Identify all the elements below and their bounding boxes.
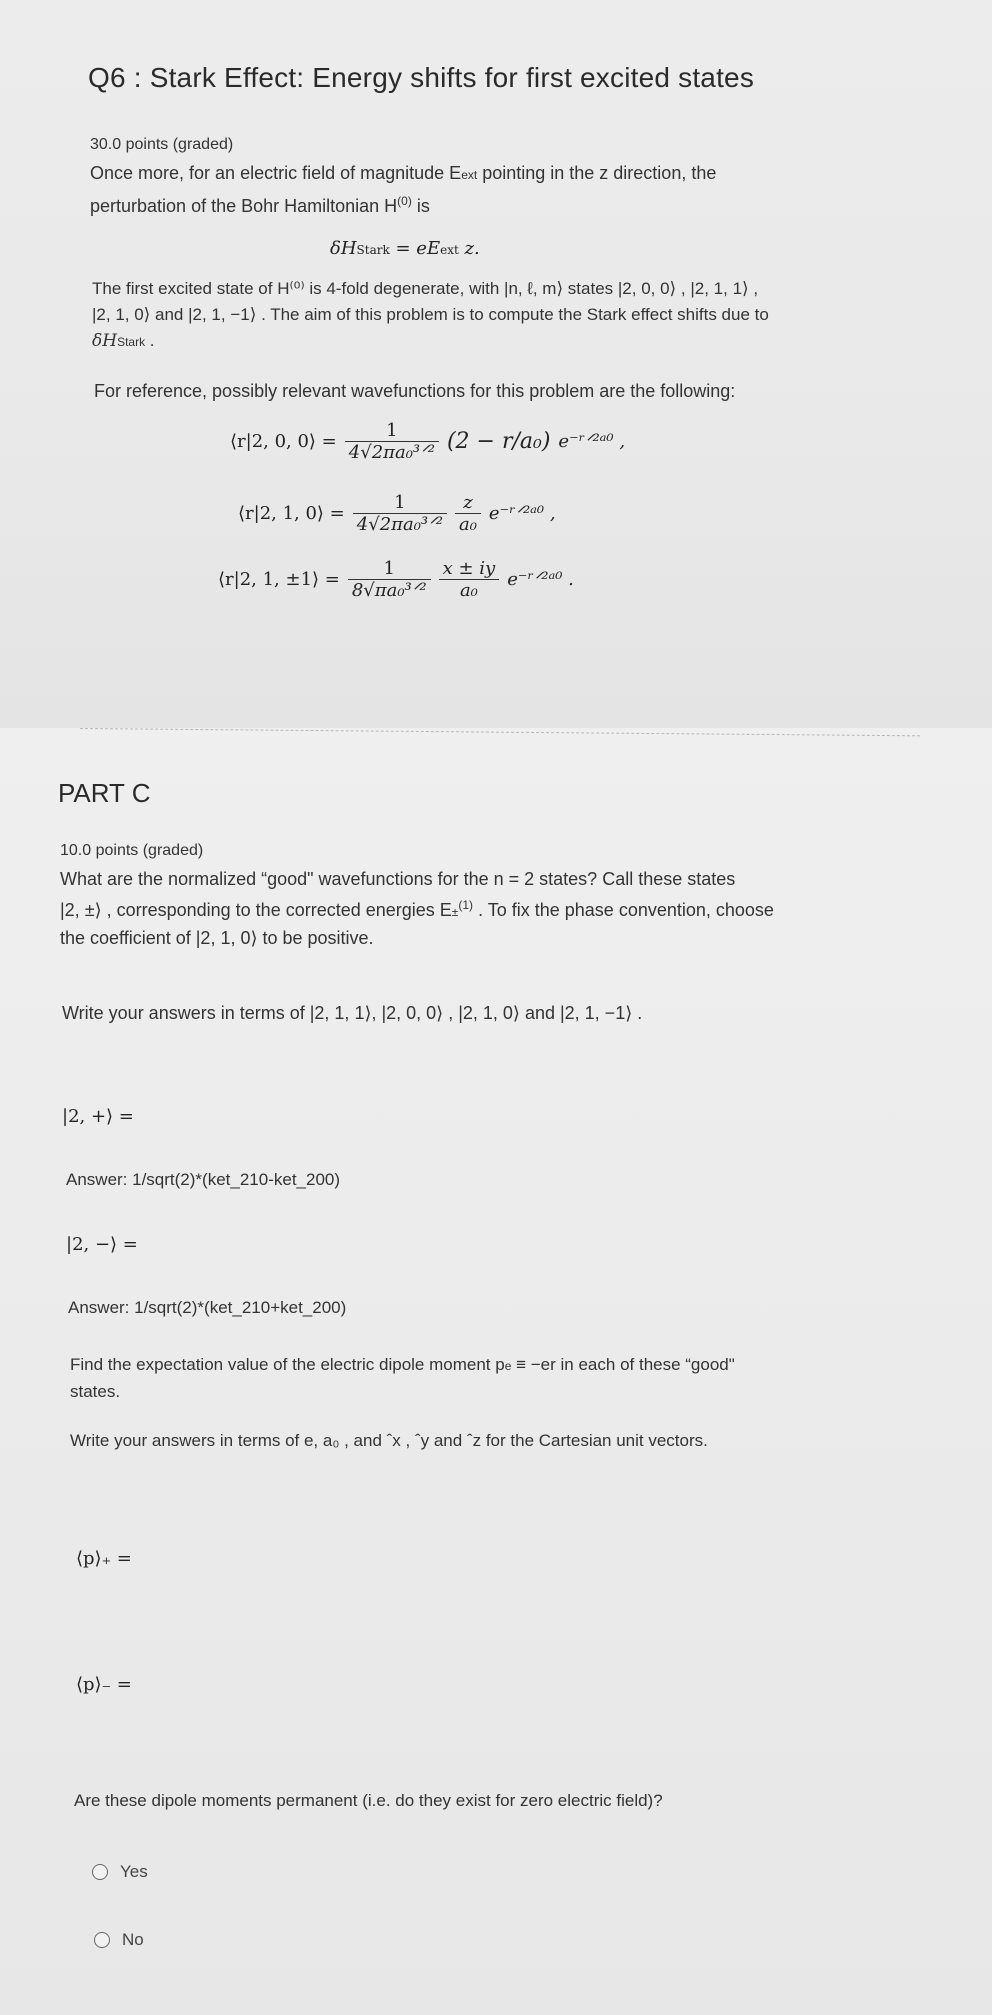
intro-text	[90, 160, 950, 219]
wf2-fraction	[353, 492, 447, 535]
wf3-frac-den: a₀	[459, 580, 478, 601]
wf2-den: 4√2πa₀³ᐟ²	[356, 514, 443, 535]
question-points: 30.0 points (graded)	[90, 136, 234, 153]
intro-line1: Once more, for an electric field of magnitude E	[90, 163, 462, 183]
dipole-line1-sub: e	[504, 1359, 512, 1373]
intro-line2-rest: is	[411, 196, 430, 216]
intro-line1-rest: pointing in the z direction, the	[477, 163, 717, 183]
wf3-num: 1	[348, 558, 431, 580]
degen-line3-sub: Stark	[117, 335, 146, 349]
q-line2-rest: . To fix the phase convention, choose	[473, 900, 774, 920]
write-terms2-text: Write your answers in terms of e, a₀ , and ˆx , ˆy and ˆz for the Cartesian unit vectors.	[70, 1431, 708, 1450]
stark-equation	[330, 238, 480, 259]
radio-yes[interactable]	[92, 1864, 108, 1880]
question-photo-top	[0, 0, 992, 728]
wf3-exp: e⁻ʳᐟ²ᵃ⁰ .	[507, 569, 574, 590]
wf3-lhs: ⟨r|2, 1, ±1⟩ =	[218, 569, 340, 590]
q-line2-sup: (1)	[458, 898, 474, 912]
wf2-frac-num: z	[455, 492, 481, 514]
part-question	[60, 866, 960, 951]
wf2-exp: e⁻ʳᐟ²ᵃ⁰ ,	[488, 503, 556, 524]
write-terms-text: Write your answers in terms of |2, 1, 1⟩, |2, 0, 0⟩ , |2, 1, 0⟩ and |2, 1, −1⟩ .	[62, 1003, 643, 1023]
stark-eq-lhs: δH	[330, 238, 357, 259]
wf1-exp: e⁻ʳᐟ²ᵃ⁰ ,	[558, 431, 626, 452]
intro-line1-sub: ext	[461, 168, 478, 182]
ket-plus-label: |2, +⟩ =	[62, 1106, 134, 1127]
question-title: Q6 : Stark Effect: Energy shifts for first excited states	[88, 62, 755, 93]
wf1-fraction	[345, 420, 439, 463]
degen-line1: The first excited state of H⁽⁰⁾ is 4-fold degenerate, with |n, ℓ, m⟩ states |2, 0, 0⟩ , |2, 1, 1⟩ ,	[92, 279, 759, 298]
wf3-frac-num: x ± iy	[439, 558, 500, 580]
stark-eq-sub: Stark	[356, 243, 390, 257]
wf3-fraction	[348, 558, 431, 601]
q-line2-sub: ±	[451, 905, 459, 919]
degen-line3-end: .	[145, 331, 155, 350]
wf3-xyfrac	[439, 558, 500, 601]
ket-minus-answer[interactable]: Answer: 1/sqrt(2)*(ket_210+ket_200)	[68, 1298, 347, 1317]
part-heading: PART C	[58, 778, 151, 808]
option-no[interactable]	[94, 1930, 144, 1950]
wf2-frac-den: a₀	[458, 514, 477, 535]
stark-eq-end: z.	[458, 238, 480, 259]
q-line2: |2, ±⟩ , corresponding to the corrected energies E	[60, 900, 452, 920]
wf2-lhs: ⟨r|2, 1, 0⟩ =	[238, 503, 345, 524]
wavefunction-21pm1	[218, 558, 574, 601]
wf1-paren: (2 − r/a₀)	[446, 429, 551, 454]
option-yes-label: Yes	[120, 1862, 148, 1881]
stark-eq-rhs: = eE	[389, 238, 441, 259]
degeneracy-text	[92, 276, 962, 355]
degen-line3: δH	[92, 331, 118, 351]
stark-eq-sub2: ext	[440, 243, 459, 257]
dipole-question	[70, 1352, 950, 1405]
dipole-line1-rest: ≡ −er in each of these “good"	[511, 1355, 735, 1374]
degen-line2: |2, 1, 0⟩ and |2, 1, −1⟩ . The aim of this problem is to compute the Stark effect shifts due to	[92, 305, 769, 324]
ket-minus-label: |2, −⟩ =	[66, 1234, 138, 1255]
q-line3: the coefficient of |2, 1, 0⟩ to be positive.	[60, 928, 374, 948]
wavefunction-210	[238, 492, 556, 535]
wf2-num: 1	[353, 492, 447, 514]
wf2-zfrac	[455, 492, 481, 535]
ket-plus-answer[interactable]: Answer: 1/sqrt(2)*(ket_210-ket_200)	[66, 1170, 341, 1189]
permanent-question: Are these dipole moments permanent (i.e. do they exist for zero electric field)?	[74, 1791, 663, 1810]
dipole-line2: states.	[70, 1382, 121, 1401]
q-line1: What are the normalized “good" wavefunctions for the n = 2 states? Call these states	[60, 869, 736, 889]
p-plus-label: ⟨p⟩₊ =	[76, 1548, 132, 1569]
wf1-num: 1	[345, 420, 439, 442]
wf1-den: 4√2πa₀³ᐟ²	[348, 442, 435, 463]
option-yes[interactable]	[92, 1862, 148, 1882]
p-minus-label: ⟨p⟩₋ =	[76, 1674, 132, 1695]
radio-no[interactable]	[94, 1932, 110, 1948]
wavefunction-200	[230, 420, 625, 463]
wf3-den: 8√πa₀³ᐟ²	[351, 580, 427, 601]
wf1-lhs: ⟨r|2, 0, 0⟩ =	[230, 431, 337, 452]
intro-line2: perturbation of the Bohr Hamiltonian H	[90, 196, 398, 216]
intro-line2-sup: (0)	[397, 194, 412, 208]
option-no-label: No	[122, 1930, 144, 1949]
part-points: 10.0 points (graded)	[60, 842, 204, 859]
reference-text: For reference, possibly relevant wavefunctions for this problem are the following:	[94, 381, 736, 401]
dipole-line1: Find the expectation value of the electric dipole moment p	[70, 1355, 505, 1374]
